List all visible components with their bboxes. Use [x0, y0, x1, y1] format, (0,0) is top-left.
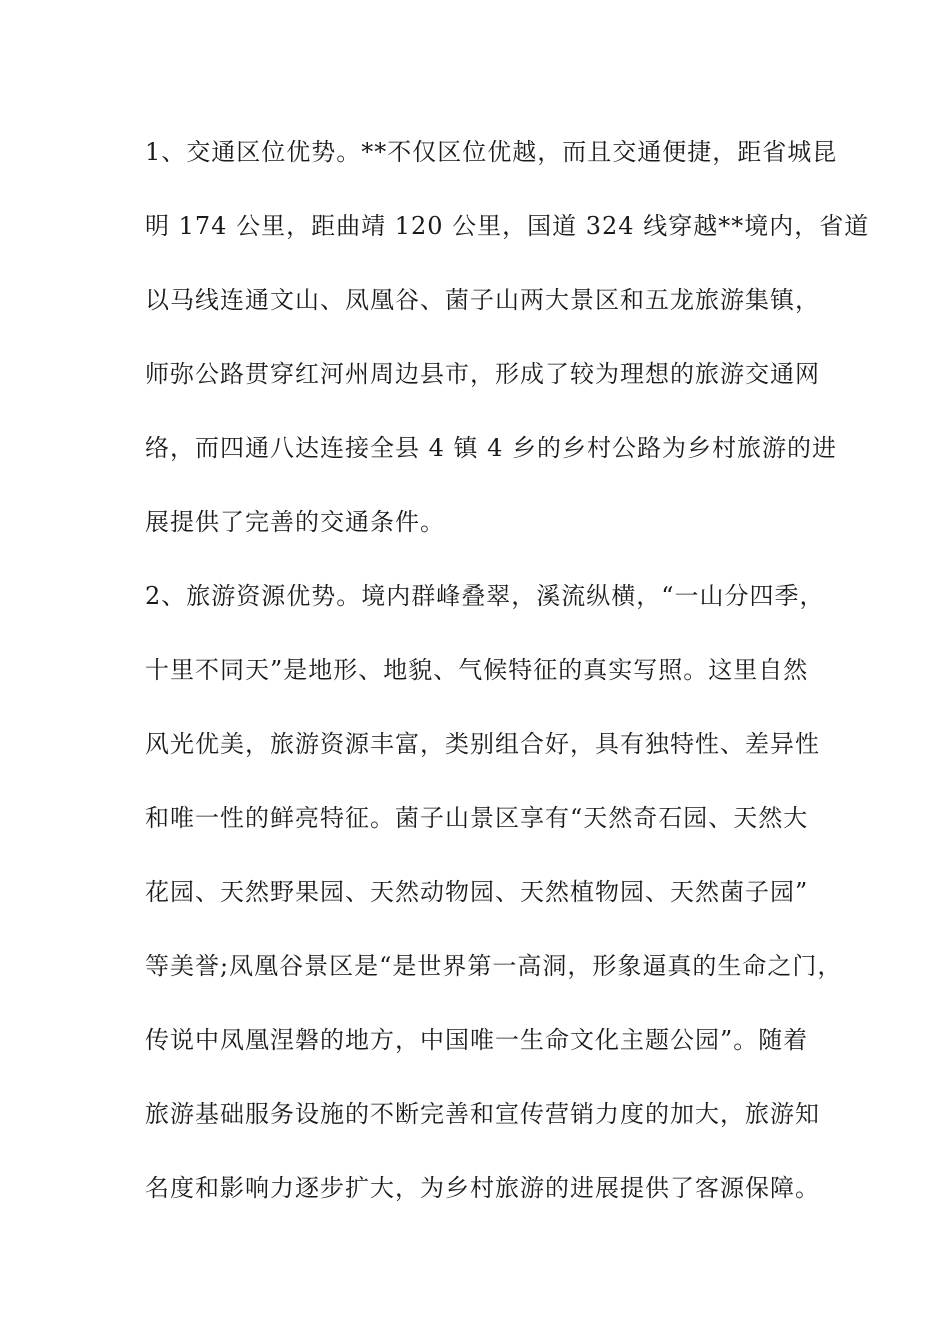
text-line: 明 174 公里，距曲靖 120 公里，国道 324 线穿越**境内，省道	[145, 212, 870, 240]
text-line: 2、旅游资源优势。境内群峰叠翠，溪流纵横，“一山分四季，	[145, 582, 825, 610]
text-line: 传说中凤凰涅磐的地方，中国唯一生命文化主题公园”。随着	[145, 1026, 809, 1054]
text-line: 十里不同天”是地形、地貌、气候特征的真实写照。这里自然	[145, 656, 809, 684]
text-line: 1、交通区位优势。**不仅区位优越，而且交通便捷，距省城昆	[145, 138, 838, 166]
text-line: 风光优美，旅游资源丰富，类别组合好，具有独特性、差异性	[145, 730, 820, 758]
text-line: 以马线连通文山、凤凰谷、菌子山两大景区和五龙旅游集镇，	[145, 286, 820, 314]
text-line: 和唯一性的鲜亮特征。菌子山景区享有“天然奇石园、天然大	[145, 804, 809, 832]
text-line: 旅游基础服务设施的不断完善和宣传营销力度的加大，旅游知	[145, 1100, 820, 1128]
text-line: 络，而四通八达连接全县 4 镇 4 乡的乡村公路为乡村旅游的进	[145, 434, 838, 462]
text-line: 名度和影响力逐步扩大，为乡村旅游的进展提供了客源保障。	[145, 1174, 820, 1202]
text-line: 师弥公路贯穿红河州周边县市，形成了较为理想的旅游交通网	[145, 360, 820, 388]
text-line: 展提供了完善的交通条件。	[145, 508, 445, 536]
text-line: 等美誉;凤凰谷景区是“是世界第一高洞，形象逼真的生命之门，	[145, 952, 843, 980]
text-line: 花园、天然野果园、天然动物园、天然植物园、天然菌子园”	[145, 878, 809, 906]
